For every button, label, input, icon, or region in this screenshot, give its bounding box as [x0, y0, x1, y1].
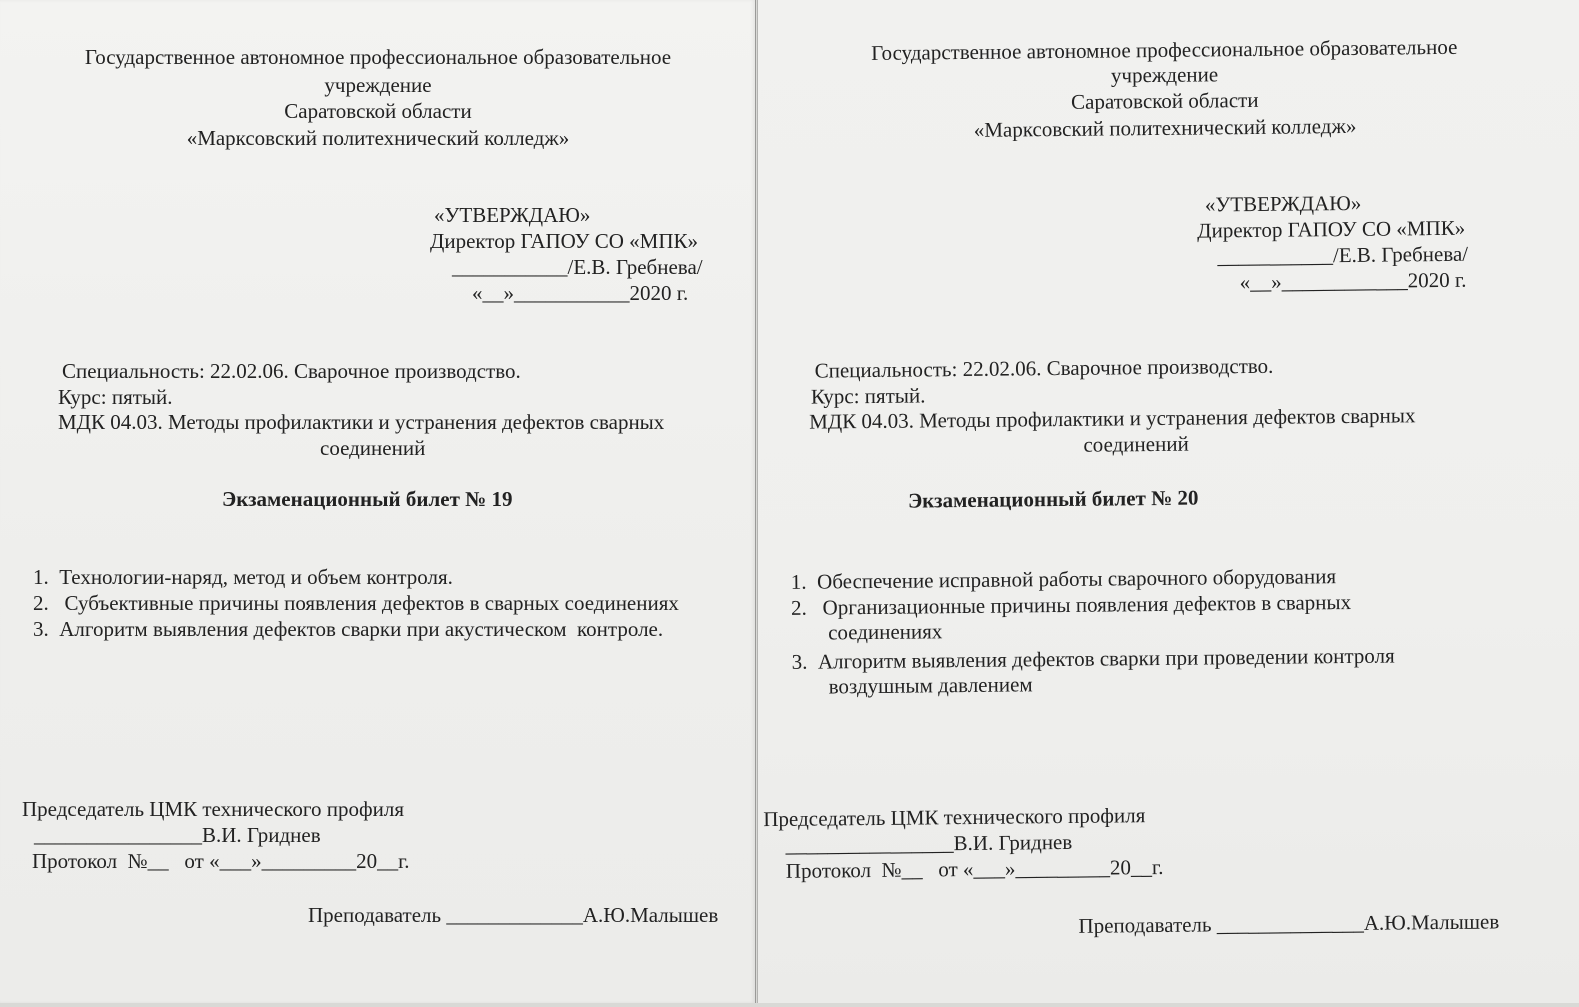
chair-signature: ________________В.И. Гриднев [785, 829, 1073, 857]
teacher-signature: Преподаватель _____________А.Ю.Малышев [308, 903, 719, 927]
ticket-title: Экзаменационный билет № 20 [907, 485, 1199, 513]
org-region: Саратовской области [1070, 87, 1259, 114]
question-3: 3. Алгоритм выявления дефектов сварки при акустическом контроле. [33, 617, 664, 641]
org-name-line2: учреждение [324, 73, 432, 97]
question-3-cont: воздушным давлением [791, 672, 1033, 699]
approval-signature: ___________/Е.В. Гребнева/ [452, 255, 703, 279]
org-region: Саратовской области [284, 99, 472, 123]
chair-title: Председатель ЦМК технического профиля [763, 803, 1146, 832]
protocol-line: Протокол №__ от «___»_________20__г. [32, 849, 410, 873]
ticket-title: Экзаменационный билет № 19 [222, 487, 513, 511]
specialty: Специальность: 22.02.06. Сварочное производство. [62, 359, 521, 383]
approval-director: Директор ГАПОУ СО «МПК» [1197, 215, 1466, 243]
college-name: «Марксовский политехнический колледж» [186, 126, 570, 150]
course: Курс: пятый. [58, 385, 173, 409]
question-2: 2. Субъективные причины появления дефектов в сварных соединениях [33, 591, 679, 615]
college-name: «Марксовский политехнический колледж» [973, 113, 1357, 142]
approval-title: «УТВЕРЖДАЮ» [1204, 190, 1362, 217]
ticket-sheet-20 [757, 0, 1579, 1003]
question-1: 1. Обеспечение исправной работы сварочного оборудования [790, 564, 1337, 594]
org-name-line1: Государственное автономное профессиональное образовательное [871, 34, 1458, 65]
approval-signature: ___________/Е.В. Гребнева/ [1217, 241, 1469, 269]
mdk-line2: соединений [320, 436, 426, 460]
specialty: Специальность: 22.02.06. Сварочное производство. [814, 353, 1274, 383]
question-1: 1. Технологии-наряд, метод и объем контроля. [33, 565, 453, 589]
approval-date: «__»____________2020 г. [1239, 267, 1467, 295]
org-name-line1: Государственное автономное профессиональное образовательное [84, 45, 672, 69]
protocol-line: Протокол №__ от «___»_________20__г. [785, 854, 1164, 883]
teacher-signature: Преподаватель ______________А.Ю.Малышев [1078, 909, 1500, 938]
question-2: 2. Организационные причины появления дефектов в сварных [790, 589, 1352, 620]
approval-date: «__»___________2020 г. [472, 281, 689, 305]
mdk-line2: соединений [1083, 431, 1189, 457]
mdk-line1: МДК 04.03. Методы профилактики и устранения дефектов сварных [58, 410, 665, 434]
org-name-line2: учреждение [1110, 62, 1219, 88]
approval-director: Директор ГАПОУ СО «МПК» [430, 229, 699, 253]
course: Курс: пятый. [810, 383, 926, 409]
ticket-sheet-19 [0, 0, 756, 1003]
chair-signature: ________________В.И. Гриднев [34, 823, 321, 847]
approval-title: «УТВЕРЖДАЮ» [434, 203, 591, 227]
question-3: 3. Алгоритм выявления дефектов сварки при проведении контроля [791, 643, 1395, 674]
question-2-cont: соединениях [791, 619, 943, 645]
chair-title: Председатель ЦМК технического профиля [22, 797, 404, 821]
mdk-line1: МДК 04.03. Методы профилактики и устранения дефектов сварных [809, 403, 1416, 434]
